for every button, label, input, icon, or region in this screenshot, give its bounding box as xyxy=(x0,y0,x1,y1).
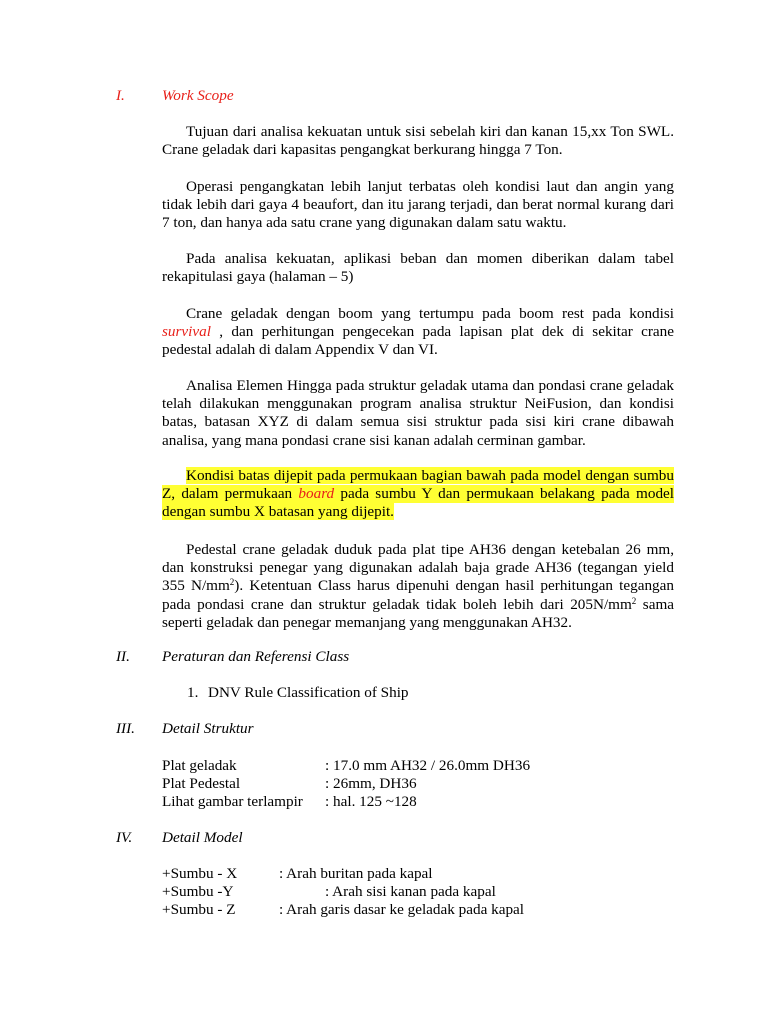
highlighted-text: dengan sumbu X batasan yang dijepit. xyxy=(162,503,394,521)
paragraph-line: Pedestal crane geladak duduk pada plat tipe AH36 dengan ketebalan 26 mm, xyxy=(186,541,674,558)
section-1-number: I. xyxy=(116,87,125,104)
paragraph-line: Analisa Elemen Hingga pada struktur geladak utama dan pondasi crane geladak xyxy=(186,377,674,394)
paragraph-text: Z, dalam permukaan xyxy=(162,485,299,503)
board-term: board xyxy=(298,485,335,503)
axis-key-y: +Sumbu -Y xyxy=(162,883,234,900)
paragraph-line xyxy=(162,323,674,341)
superscript: 2 xyxy=(229,577,235,588)
paragraph-text: pada pondasi crane dan struktur geladak tidak boleh lebih dari 205N/mm xyxy=(162,595,632,613)
paragraph-line: pedestal adalah di dalam Appendix V dan VI. xyxy=(162,341,438,359)
paragraph-line: analisa, yang mana pondasi crane sisi kanan adalah cerminan gambar. xyxy=(162,431,586,449)
paragraph-line xyxy=(162,467,674,485)
detail-key-plat-pedestal: Plat Pedestal xyxy=(162,775,241,792)
paragraph-line: tidak lebih dari gaya 4 beaufort, dan itu jarang terjadi, dan berat normal kurang dari xyxy=(162,196,674,214)
paragraph-1 xyxy=(162,123,674,159)
axis-key-z: +Sumbu - Z xyxy=(162,901,236,918)
paragraph-text: pada sumbu Y dan permukaan belakang pada model xyxy=(334,485,674,503)
section-3-title: Detail Struktur xyxy=(162,720,254,737)
paragraph-line xyxy=(162,577,674,595)
paragraph-2 xyxy=(162,178,674,233)
section-4-title: Detail Model xyxy=(162,829,243,846)
paragraph-text: sama xyxy=(636,595,674,613)
axis-value-y: : Arah sisi kanan pada kapal xyxy=(325,883,496,900)
detail-value-lihat-gambar: : hal. 125 ~128 xyxy=(325,793,417,810)
axis-value-z: : Arah garis dasar ke geladak pada kapal xyxy=(279,901,525,918)
section-2-number: II. xyxy=(116,648,130,665)
detail-value-plat-geladak: : 17.0 mm AH32 / 26.0mm DH36 xyxy=(325,757,531,774)
detail-key-lihat-gambar: Lihat gambar terlampir xyxy=(162,793,303,810)
paragraph-line: Operasi pengangkatan lebih lanjut terbatas oleh kondisi laut dan angin yang xyxy=(186,178,674,195)
paragraph-3 xyxy=(162,250,674,286)
paragraph-line: telah dilakukan menggunakan program analisa struktur NeiFusion, dan kondisi xyxy=(162,395,674,413)
paragraph-line xyxy=(162,596,674,614)
paragraph-5 xyxy=(162,377,674,450)
paragraph-6-highlighted xyxy=(162,467,674,522)
axis-key-x: +Sumbu - X xyxy=(162,865,238,882)
paragraph-line: dan konstruksi penegar yang digunakan adalah baja grade AH36 (tegangan yield xyxy=(162,559,674,577)
section-2-title: Peraturan dan Referensi Class xyxy=(162,648,350,665)
paragraph-line: Crane geladak dengan boom yang tertumpu pada boom rest pada kondisi xyxy=(186,305,674,322)
paragraph-line xyxy=(162,503,674,521)
paragraph-text: , dan perhitungan pengecekan pada lapisan plat dek di sekitar crane xyxy=(210,323,674,341)
paragraph-line: 7 ton, dan hanya ada satu crane yang digunakan dalam satu waktu. xyxy=(162,214,567,232)
list-item-text: DNV Rule Classification of Ship xyxy=(208,684,409,701)
section-3-number: III. xyxy=(116,720,135,737)
paragraph-text: 355 N/mm xyxy=(162,577,230,595)
paragraph-4 xyxy=(162,305,674,360)
list-item-number: 1. xyxy=(187,684,199,701)
paragraph-7 xyxy=(162,541,674,632)
highlighted-text: Kondisi batas dijepit pada permukaan bagian bawah pada model dengan sumbu xyxy=(186,467,674,484)
detail-value-plat-pedestal: : 26mm, DH36 xyxy=(325,775,417,792)
paragraph-line xyxy=(162,485,674,503)
paragraph-line: Tujuan dari analisa kekuatan untuk sisi sebelah kiri dan kanan 15,xx Ton SWL. xyxy=(186,123,674,140)
section-1-title: Work Scope xyxy=(162,87,234,104)
axis-value-x: : Arah buritan pada kapal xyxy=(279,865,433,882)
detail-key-plat-geladak: Plat geladak xyxy=(162,757,237,774)
paragraph-text: ). Ketentuan Class harus dipenuhi dengan hasil perhitungan tegangan xyxy=(234,577,674,595)
paragraph-line: Crane geladak dari kapasitas pengangkat berkurang hingga 7 Ton. xyxy=(162,141,563,159)
paragraph-line: rekapitulasi gaya (halaman – 5) xyxy=(162,268,354,286)
paragraph-line: seperti geladak dan penegar memanjang yang menggunakan AH32. xyxy=(162,613,572,631)
paragraph-line: batas, batasan XYZ di dalam semua sisi struktur pada sisi kiri crane dibawah xyxy=(162,413,674,431)
section-4-number: IV. xyxy=(116,829,133,846)
paragraph-line: Pada analisa kekuatan, aplikasi beban dan momen diberikan dalam tabel xyxy=(186,250,674,267)
survival-term: survival xyxy=(162,323,211,341)
superscript: 2 xyxy=(631,595,637,606)
